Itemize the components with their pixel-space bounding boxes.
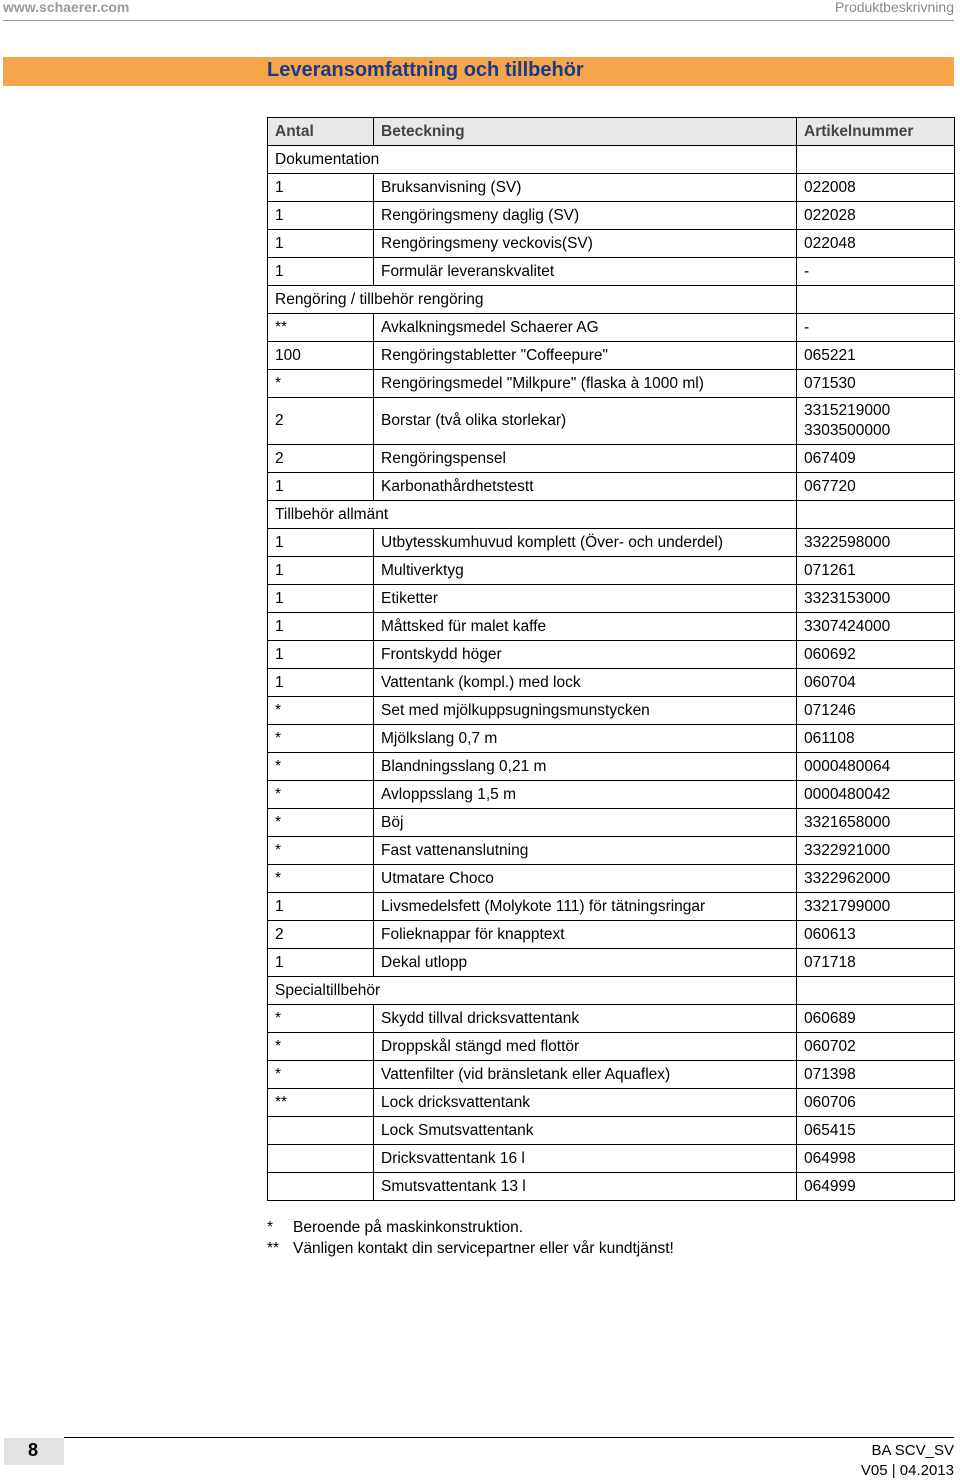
table-row (268, 230, 955, 258)
table-row (268, 314, 955, 342)
quantity-cell: * (268, 781, 374, 809)
article-number-cell: 071261 (797, 557, 955, 585)
footnote-text: Vänligen kontakt din servicepartner eller vår kundtjänst! (293, 1240, 674, 1257)
section-label: Produktbeskrivning (834, 0, 954, 15)
table-row (268, 174, 955, 202)
article-number-cell: 071398 (797, 1061, 955, 1089)
designation-cell: Avkalkningsmedel Schaerer AG (374, 314, 797, 342)
article-number-cell: 3322598000 (797, 529, 955, 557)
column-header-name: Beteckning (374, 118, 797, 146)
quantity-cell: 1 (268, 529, 374, 557)
quantity-cell: 1 (268, 669, 374, 697)
designation-cell: Utmatare Choco (374, 865, 797, 893)
designation-cell: Blandningsslang 0,21 m (374, 753, 797, 781)
quantity-cell: 1 (268, 174, 374, 202)
table-row (268, 725, 955, 753)
designation-cell: Mjölkslang 0,7 m (374, 725, 797, 753)
quantity-cell: 2 (268, 921, 374, 949)
designation-cell: Dekal utlopp (374, 949, 797, 977)
quantity-cell: ** (268, 1089, 374, 1117)
column-header-qty: Antal (268, 118, 374, 146)
table-row (268, 1145, 955, 1173)
group-empty-cell (797, 286, 955, 314)
quantity-cell: 1 (268, 557, 374, 585)
table-header-row (268, 118, 955, 146)
designation-cell: Fast vattenanslutning (374, 837, 797, 865)
footnotes (267, 1219, 674, 1261)
table-row (268, 641, 955, 669)
table-group-row (268, 286, 955, 314)
designation-cell: Rengöringstabletter "Coffeepure" (374, 342, 797, 370)
quantity-cell: * (268, 809, 374, 837)
article-number-cell: 060706 (797, 1089, 955, 1117)
designation-cell: Set med mjölkuppsugningsmunstycken (374, 697, 797, 725)
quantity-cell: * (268, 697, 374, 725)
article-number-cell: 064999 (797, 1173, 955, 1201)
designation-cell: Etiketter (374, 585, 797, 613)
table-row (268, 202, 955, 230)
group-empty-cell (797, 977, 955, 1005)
designation-cell: Vattentank (kompl.) med lock (374, 669, 797, 697)
quantity-cell: 1 (268, 258, 374, 286)
table-row (268, 473, 955, 501)
group-label: Rengöring / tillbehör rengöring (268, 286, 797, 314)
designation-cell: Rengöringspensel (374, 445, 797, 473)
quantity-cell: 1 (268, 585, 374, 613)
designation-cell: Lock Smutsvattentank (374, 1117, 797, 1145)
quantity-cell (268, 1145, 374, 1173)
table-row (268, 529, 955, 557)
table-row (268, 1117, 955, 1145)
quantity-cell: * (268, 753, 374, 781)
article-number-cell: 3307424000 (797, 613, 955, 641)
article-number-cell: - (797, 314, 955, 342)
footer-divider (64, 1437, 954, 1438)
table-row (268, 1089, 955, 1117)
table-row (268, 865, 955, 893)
designation-cell: Rengöringsmedel "Milkpure" (flaska à 1000 ml) (374, 370, 797, 398)
quantity-cell: * (268, 865, 374, 893)
table-row (268, 557, 955, 585)
designation-cell: Rengöringsmeny daglig (SV) (374, 202, 797, 230)
article-number-cell: 064998 (797, 1145, 955, 1173)
document-version: V05 | 04.2013 (860, 1462, 954, 1479)
article-number-cell: - (797, 258, 955, 286)
table-row (268, 613, 955, 641)
group-empty-cell (797, 146, 955, 174)
article-number-cell: 022008 (797, 174, 955, 202)
designation-cell: Avloppsslang 1,5 m (374, 781, 797, 809)
table-row (268, 893, 955, 921)
group-empty-cell (797, 501, 955, 529)
group-label: Dokumentation (268, 146, 797, 174)
designation-cell: Rengöringsmeny veckovis(SV) (374, 230, 797, 258)
article-number-cell: 065415 (797, 1117, 955, 1145)
table-group-row (268, 501, 955, 529)
group-label: Tillbehör allmänt (268, 501, 797, 529)
quantity-cell: 1 (268, 473, 374, 501)
table-row (268, 1061, 955, 1089)
column-header-article: Artikelnummer (797, 118, 955, 146)
designation-cell: Smutsvattentank 13 l (374, 1173, 797, 1201)
footnote-text: Beroende på maskinkonstruktion. (293, 1219, 524, 1236)
header-divider (3, 20, 954, 21)
quantity-cell: 100 (268, 342, 374, 370)
designation-cell: Böj (374, 809, 797, 837)
article-number-cell: 3322962000 (797, 865, 955, 893)
designation-cell: Folieknappar för knapptext (374, 921, 797, 949)
items-table (267, 117, 955, 1201)
table-row (268, 697, 955, 725)
designation-cell: Droppskål stängd med flottör (374, 1033, 797, 1061)
article-number-cell: 022028 (797, 202, 955, 230)
document-code: BA SCV_SV (871, 1442, 954, 1459)
designation-cell: Frontskydd höger (374, 641, 797, 669)
table-row (268, 370, 955, 398)
designation-cell: Utbytesskumhuvud komplett (Över- och underdel) (374, 529, 797, 557)
quantity-cell: * (268, 725, 374, 753)
quantity-cell (268, 1117, 374, 1145)
footnote-mark: * (267, 1219, 274, 1236)
article-number-cell: 0000480064 (797, 753, 955, 781)
table-row (268, 1005, 955, 1033)
page-title: Leveransomfattning och tillbehör (267, 59, 584, 81)
quantity-cell: 2 (268, 398, 374, 445)
quantity-cell: 2 (268, 445, 374, 473)
designation-cell: Multiverktyg (374, 557, 797, 585)
quantity-cell (268, 1173, 374, 1201)
page-number: 8 (28, 1440, 39, 1460)
quantity-cell: 1 (268, 893, 374, 921)
quantity-cell: ** (268, 314, 374, 342)
article-number-cell: 071718 (797, 949, 955, 977)
article-number-cell: 065221 (797, 342, 955, 370)
article-number-cell: 022048 (797, 230, 955, 258)
designation-cell: Karbonathårdhetstestt (374, 473, 797, 501)
article-number-cell: 3323153000 (797, 585, 955, 613)
quantity-cell: * (268, 1005, 374, 1033)
article-number-cell: 0000480042 (797, 781, 955, 809)
article-number-cell: 071530 (797, 370, 955, 398)
quantity-cell: 1 (268, 949, 374, 977)
designation-cell: Måttsked für malet kaffe (374, 613, 797, 641)
table-row (268, 445, 955, 473)
site-url: www.schaerer.com (3, 0, 130, 15)
quantity-cell: 1 (268, 641, 374, 669)
table-group-row (268, 977, 955, 1005)
article-number-cell: 060689 (797, 1005, 955, 1033)
article-number-cell: 3322921000 (797, 837, 955, 865)
quantity-cell: 1 (268, 613, 374, 641)
quantity-cell: * (268, 837, 374, 865)
table-row (268, 781, 955, 809)
designation-cell: Formulär leveranskvalitet (374, 258, 797, 286)
table-row (268, 949, 955, 977)
footnote (267, 1219, 674, 1240)
quantity-cell: * (268, 1061, 374, 1089)
designation-cell: Livsmedelsfett (Molykote 111) för tätningsringar (374, 893, 797, 921)
quantity-cell: * (268, 370, 374, 398)
article-number-cell: 060702 (797, 1033, 955, 1061)
quantity-cell: * (268, 1033, 374, 1061)
table-row (268, 585, 955, 613)
designation-cell: Lock dricksvattentank (374, 1089, 797, 1117)
table-row (268, 1033, 955, 1061)
article-number-cell: 067409 (797, 445, 955, 473)
table-row (268, 837, 955, 865)
table-row (268, 921, 955, 949)
table-row (268, 809, 955, 837)
table-group-row (268, 146, 955, 174)
table-row (268, 398, 955, 445)
article-number-cell: 060613 (797, 921, 955, 949)
article-number-cell: 060692 (797, 641, 955, 669)
quantity-cell: 1 (268, 202, 374, 230)
article-number-cell: 071246 (797, 697, 955, 725)
table-row (268, 669, 955, 697)
table-row (268, 258, 955, 286)
designation-cell: Borstar (två olika storlekar) (374, 398, 797, 445)
article-number-cell: 3315219000 3303500000 (797, 398, 955, 445)
designation-cell: Dricksvattentank 16 l (374, 1145, 797, 1173)
article-number-cell: 061108 (797, 725, 955, 753)
quantity-cell: 1 (268, 230, 374, 258)
table-row (268, 1173, 955, 1201)
table-row (268, 342, 955, 370)
title-banner (3, 57, 954, 86)
article-number-cell: 3321799000 (797, 893, 955, 921)
table-row (268, 753, 955, 781)
designation-cell: Vattenfilter (vid bränsletank eller Aquaflex) (374, 1061, 797, 1089)
group-label: Specialtillbehör (268, 977, 797, 1005)
footnote (267, 1240, 674, 1261)
designation-cell: Skydd tillval dricksvattentank (374, 1005, 797, 1033)
article-number-cell: 3321658000 (797, 809, 955, 837)
footnote-mark: ** (267, 1240, 280, 1257)
designation-cell: Bruksanvisning (SV) (374, 174, 797, 202)
article-number-cell: 067720 (797, 473, 955, 501)
article-number-cell: 060704 (797, 669, 955, 697)
